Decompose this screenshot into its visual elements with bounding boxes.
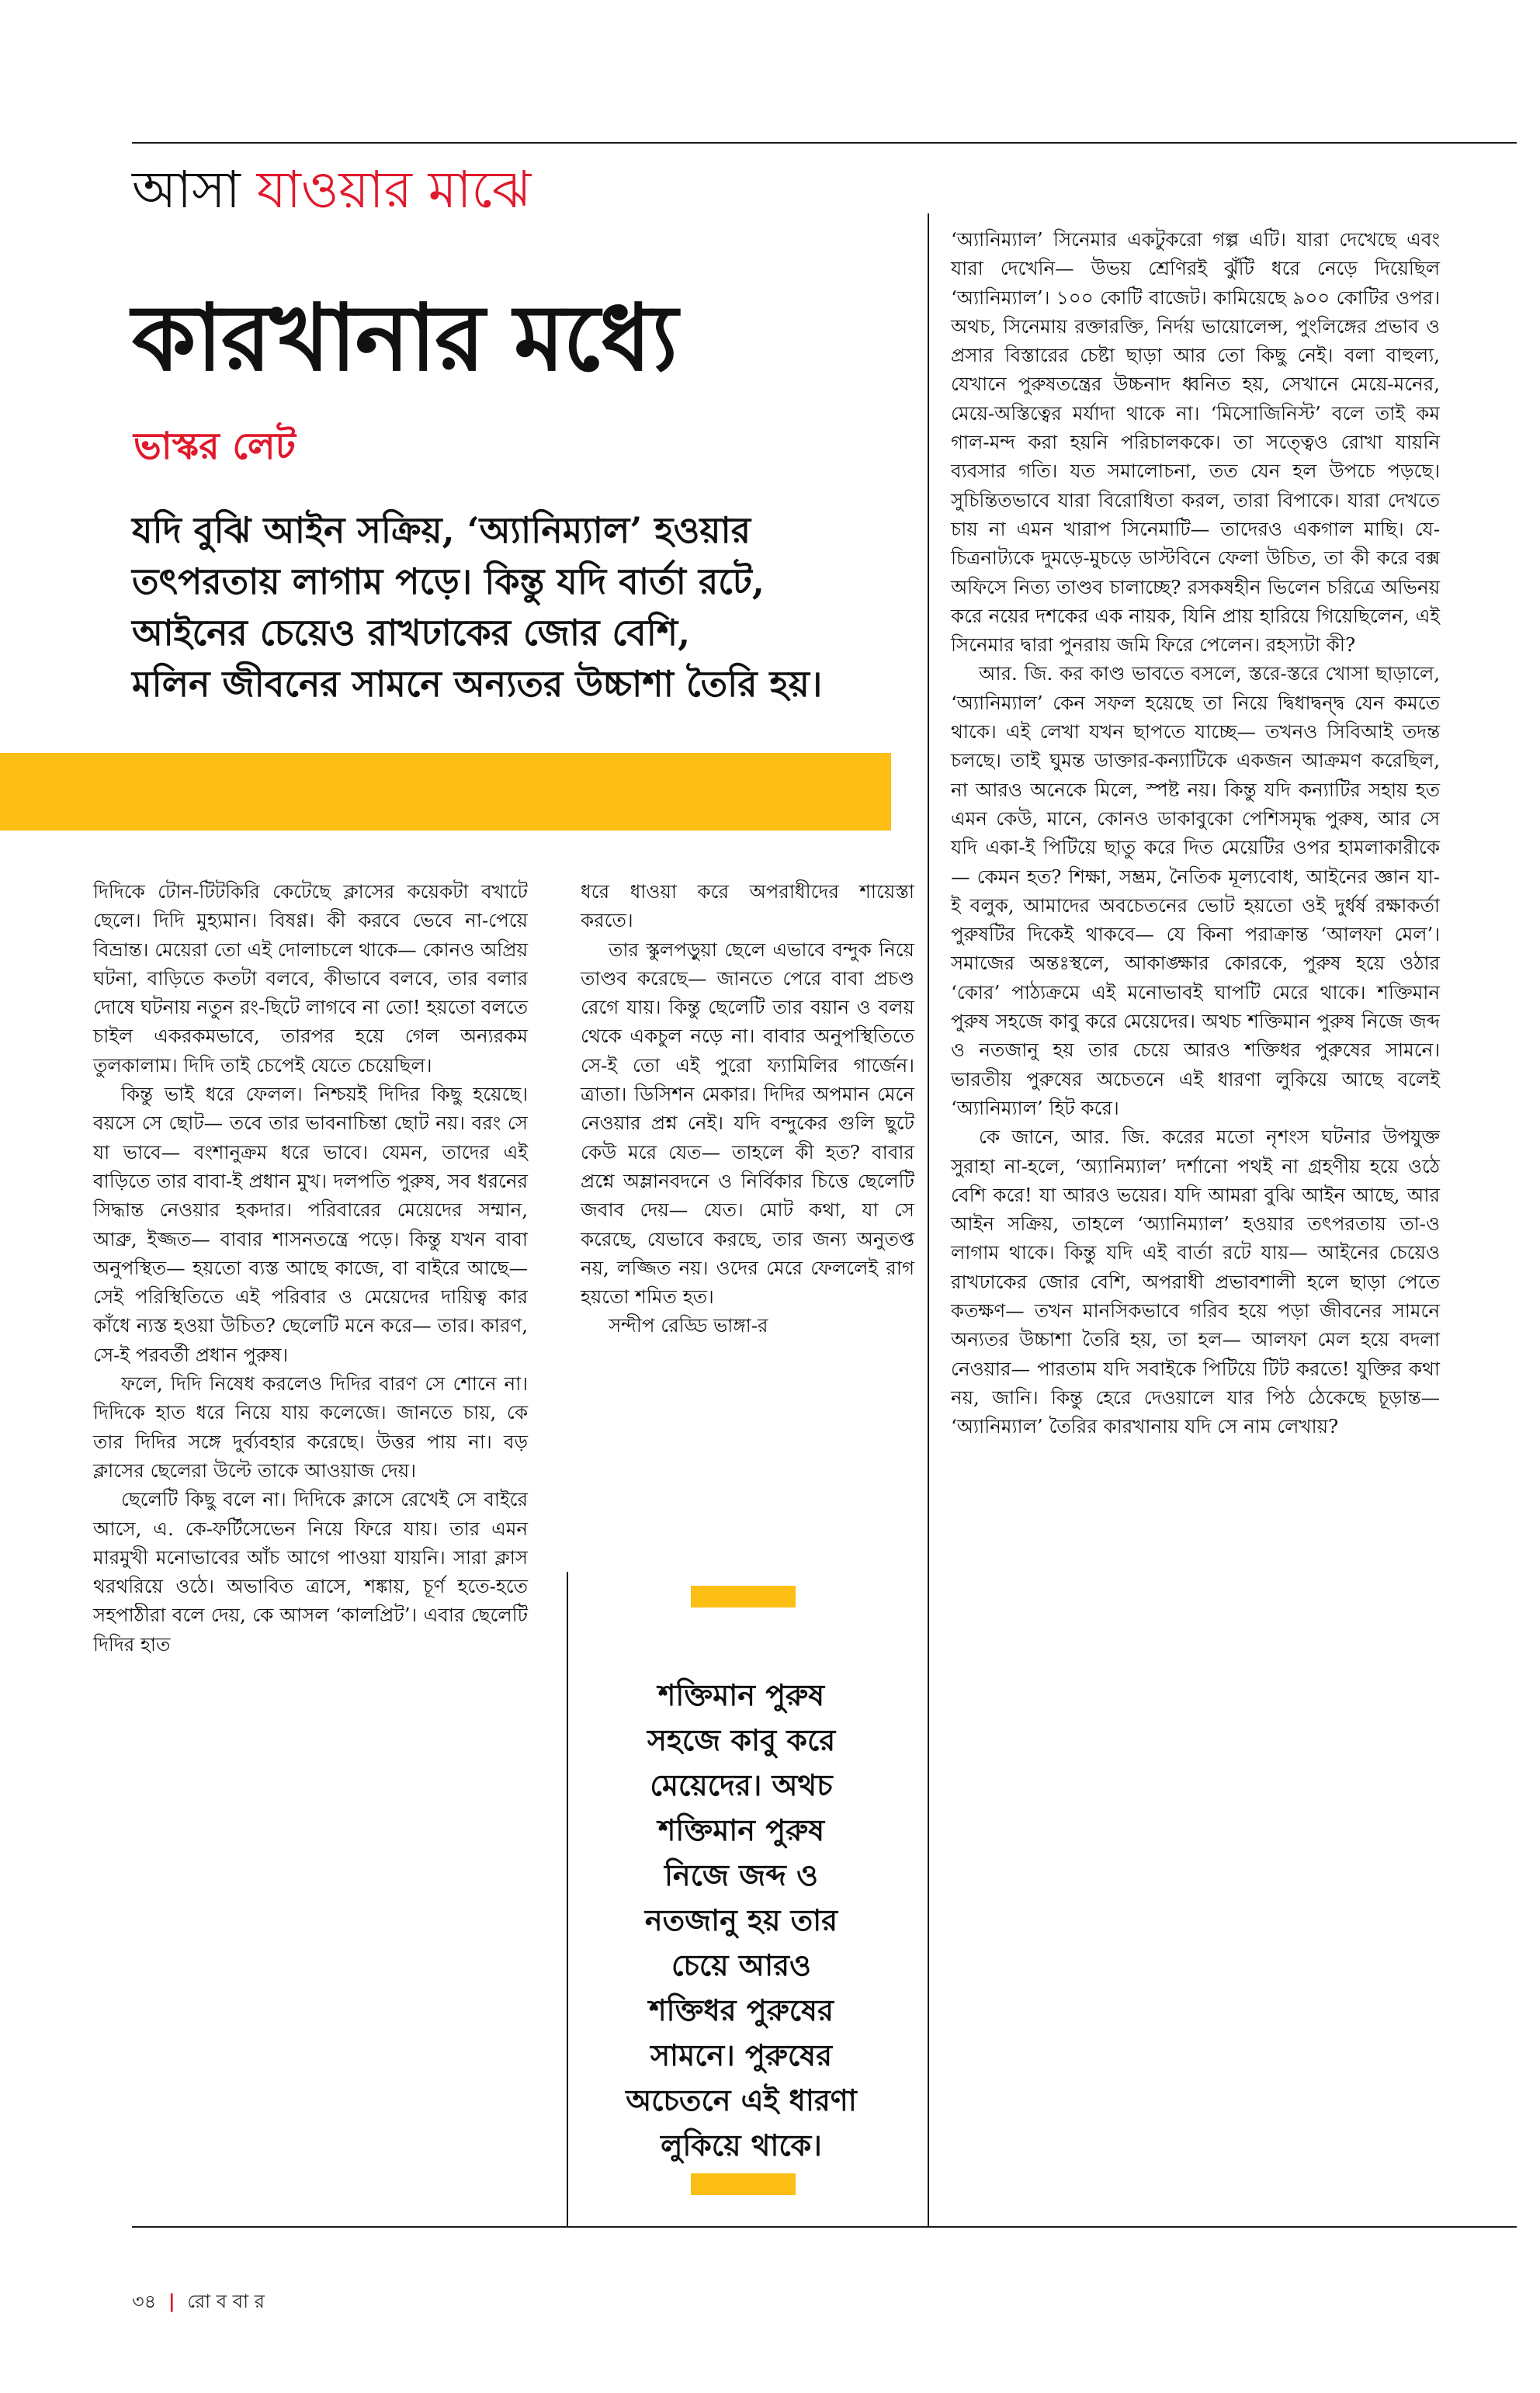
body-paragraph: কিন্তু ভাই ধরে ফেলল। নিশ্চয়ই দিদির কিছু হয়েছে। বয়সে সে ছোট— তবে তার ভাবনাচিন্তা ছোট নয়। বরং সে যা ভাবে— বংশানুক্রম ধরে ভাবে। যেমন, তাদের এই বাড়িতে তার বাবা-ই প্রধান মুখ। দলপতি পুরুষ, সব ধরনের সিদ্ধান্ত নেওয়ার হকদার। পরিবারের মেয়েদের সম্মান, আব্রু, ইজ্জত— বাবার শাসনতন্ত্রে পড়ে। কিন্তু যখন বাবা অনুপস্থিত— হয়তো ব্যস্ত আছে কাজে, বা বাইরে আছে— সেই পরিস্থিতিতে এই পরিবার ও মেয়েদের দায়িত্ব কার কাঁধে ন্যস্ত হওয়া উচিত? ছেলেটি মনে করে— তার। কারণ, সে-ই পরবর্তী প্রধান পুরুষ।	[93, 1083, 528, 1366]
body-column-middle	[581, 877, 914, 1340]
pull-quote-line: শক্তিমান পুরুষ	[657, 1677, 825, 1712]
pull-quote-top-mark	[691, 1586, 796, 1607]
pull-quote-line: চেয়ে আরও	[671, 1947, 811, 1982]
body-paragraph: আর. জি. কর কাণ্ড ভাবতে বসলে, স্তরে-স্তরে খোসা ছাড়ালে, ‘অ্যানিম্যাল’ কেন সফল হয়েছে তা নিয়ে দ্বিধাদ্বন্দ্ব যেন কমতে থাকে। এই লেখা যখন ছাপতে যাচ্ছে— তখনও সিবিআই তদন্ত চলছে। তাই ঘুমন্ত ডাক্তার-কন্যাটিকে একজন আক্রমণ করেছিল, না আরও অনেকে মিলে, স্পষ্ট নয়। কিন্তু যদি কন্যাটির সহায় হত এমন কেউ, মানে, কোনও ডাকাবুকো পেশিসমৃদ্ধ পুরুষ, আর সে যদি একা-ই পিটিয়ে ছাতু করে দিত মেয়েটির ওপর হামলাকারীকে— কেমন হত? শিক্ষা, সম্ভ্রম, নৈতিক মূল্যবোধ, আইনের জ্ঞান যা-ই বলুক, আমাদের অবচেতনের ভোট হয়তো ওই দুর্ধর্ষ রক্ষাকর্তা পুরুষটির দিকেই থাকবে— যে কিনা পরাক্রান্ত ‘আলফা মেল’। সমাজের অন্তঃস্থলে, আকাঙ্ক্ষার কোরকে, পুরুষ হয়ে ওঠার ‘কোর’ পাঠ্যক্রমে এই মনোভাবই ঘাপটি মেরে থাকে। শক্তিমান পুরুষ সহজে কাবু করে মেয়েদের। অথচ শক্তিমান পুরুষ নিজে জব্দ ও নতজানু হয় তার চেয়ে আরও শক্তিধর পুরুষের সামনে। ভারতীয় পুরুষের অচেতনে এই ধারণা লুকিয়ে আছে বলেই ‘অ্যানিম্যাল’ হিট করে।	[951, 662, 1440, 1119]
page-number: ৩৪	[132, 2291, 157, 2312]
section-label	[132, 159, 531, 221]
pull-quote-line: শক্তিমান পুরুষ	[657, 1812, 825, 1847]
lede	[132, 505, 908, 709]
body-paragraph: সন্দীপ রেড্ডি ভাঙ্গা-র	[609, 1314, 768, 1337]
pull-quote-line: শক্তিধর পুরুষের	[649, 1992, 834, 2027]
body-paragraph: কে জানে, আর. জি. করের মতো নৃশংস ঘটনার উপযুক্ত সুরাহা না-হলে, ‘অ্যানিম্যাল’ দর্শানো পথই না গ্রহণীয় হয়ে ওঠে বেশি করে! যা আরও ভয়ের। যদি আমরা বুঝি আইন আছে, আর আইন সক্রিয়, তাহলে ‘অ্যানিম্যাল’ হওয়ার তৎপরতায় তা-ও লাগাম থাকে। কিন্তু যদি এই বার্তা রটে যায়— আইনের চেয়েও রাখঢাকের জোর বেশি, অপরাধী প্রভাবশালী হলে ছাড়া পেতে কতক্ষণ— তখন মানসিকভাবে গরিব হয়ে পড়া জীবনের সামনে অন্যতর উচ্চাশা তৈরি হয়, তা হল— আলফা মেল হয়ে বদলা নেওয়ার— পারতাম যদি সবাইকে পিটিয়ে টিট করতে! যুক্তির কথা নয়, জানি। কিন্তু হেরে দেওয়ালে যার পিঠ ঠেকেছে চূড়ান্ত— ‘অ্যানিম্যাল’ তৈরির কারখানায় যদি সে নাম লেখায়?	[951, 1125, 1440, 1438]
pull-quote-line: সহজে কাবু করে	[647, 1722, 836, 1757]
column-rule-1	[928, 213, 929, 2228]
yellow-band	[0, 753, 891, 831]
pull-quote-bottom-mark	[691, 2173, 796, 2195]
pull-quote	[586, 1673, 897, 2168]
pull-quote-line: সামনে। পুরুষের	[650, 2038, 833, 2072]
article-title: কারখানার মধ্যে	[132, 283, 677, 391]
section-label-prefix: আসা	[132, 160, 241, 220]
pull-quote-box	[578, 1572, 904, 2201]
body-column-left	[93, 877, 528, 1659]
body-paragraph: দিদিকে টোন-টিটকিরি কেটেছে ক্লাসের কয়েকটা বখাটে ছেলে। দিদি মুহ্যমান। বিষণ্ণ। কী করবে ভেবে না-পেয়ে বিভ্রান্ত। মেয়েরা তো এই দোলাচলে থাকে— কোনও অপ্রিয় ঘটনা, বাড়িতে কতটা বলবে, কীভাবে বলবে, তার বলার দোষে ঘটনায় নতুন রং-ছিটে লাগবে না তো! হয়তো বলতে চাইল একরকমভাবে, তারপর হয়ে গেল অন্যরকম তুলকালাম। দিদি তাই চেপেই যেতে চেয়েছিল।	[93, 880, 528, 1077]
folio	[132, 2290, 265, 2313]
lede-line: মলিন জীবনের সামনে অন্যতর উচ্চাশা তৈরি হয়।	[132, 663, 823, 705]
top-rule	[132, 142, 1517, 144]
pull-quote-line: লুকিয়ে থাকে।	[661, 2128, 822, 2162]
pull-quote-line: নতজানু হয় তার	[644, 1902, 838, 1937]
body-paragraph: ছেলেটি কিছু বলে না। দিদিকে ক্লাসে রেখেই সে বাইরে আসে, এ. কে-ফর্টিসেভেন নিয়ে ফিরে যায়। তার এমন মারমুখী মনোভাবের আঁচ আগে পাওয়া যায়নি। সারা ক্লাস থরথরিয়ে ওঠে। অভাবিত ত্রাসে, শঙ্কায়, চূর্ণ হতে-হতে সহপাঠীরা বলে দেয়, কে আসল ‘কালপ্রিট’। এবার ছেলেটি দিদির হাত	[93, 1488, 528, 1656]
pull-quote-line: অচেতনে এই ধারণা	[626, 2083, 857, 2117]
lede-line: আইনের চেয়েও রাখঢাকের জোর বেশি,	[132, 612, 691, 654]
body-paragraph: ধরে ধাওয়া করে অপরাধীদের শায়েস্তা করতে।	[581, 880, 914, 932]
section-label-accent: যাওয়ার মাঝে	[256, 160, 532, 220]
body-paragraph: ‘অ্যানিম্যাল’ সিনেমার একটুকরো গল্প এটি। যারা দেখেছে এবং যারা দেখেনি— উভয় শ্রেণিরই ঝুঁটি ধরে নেড়ে দিয়েছিল ‘অ্যানিম্যাল’। ১০০ কোটি বাজেট। কামিয়েছে ৯০০ কোটির ওপর। অথচ, সিনেমায় রক্তারক্তি, নির্দয় ভায়োলেন্স, পুংলিঙ্গের প্রভাব ও প্রসার বিস্তারের চেষ্টা ছাড়া আর তো কিছু নেই। বলা বাহুল্য, যেখানে পুরুষতন্ত্রের উচ্চনাদ ধ্বনিত হয়, সেখানে মেয়ে-মনের, মেয়ে-অস্তিত্বের মর্যাদা থাকে না। ‘মিসোজিনিস্ট’ বলে তাই কম গাল-মন্দ করা হয়নি পরিচালককে। তা সত্ত্বেও রোখা যায়নি ব্যবসার গতি। যত সমালোচনা, তত যেন হল উপচে পড়ছে। সুচিন্তিতভাবে যারা বিরোধিতা করল, তারা বিপাকে। যারা দেখতে চায় না এমন খারাপ সিনেমাটি— তাদেরও একগাল মাছি। যে-চিত্রনাট্যকে দুমড়ে-মুচড়ে ডাস্টবিনে ফেলা উচিত, তা কী করে বক্স অফিসে নিত্য তাণ্ডব চালাচ্ছে? রসকষহীন ভিলেন চরিত্রে অভিনয় করে নয়ের দশকের এক নায়ক, যিনি প্রায় হারিয়ে গিয়েছিলেন, এই সিনেমার দ্বারা পুনরায় জমি ফিরে পেলেন। রহস্যটা কী?	[951, 228, 1440, 657]
magazine-name: রো ব বা র	[187, 2291, 265, 2312]
folio-separator: |	[168, 2291, 175, 2312]
byline: ভাস্কর লেট	[134, 425, 296, 468]
lede-line: যদি বুঝি আইন সক্রিয়, ‘অ্যানিম্যাল’ হওয়ার	[132, 509, 751, 551]
bottom-rule	[132, 2226, 1517, 2228]
body-paragraph: তার স্কুলপড়ুয়া ছেলে এভাবে বন্দুক নিয়ে তাণ্ডব করেছে— জানতে পেরে বাবা প্রচণ্ড রেগে যায়। কিন্তু ছেলেটি তার বয়ান ও বলয় থেকে একচুল নড়ে না। বাবার অনুপস্থিতিতে সে-ই তো এই পুরো ফ্যামিলির গার্জেন। ত্রাতা। ডিসিশন মেকার। দিদির অপমান মেনে নেওয়ার প্রশ্ন নেই। যদি বন্দুকের গুলি ছুটে কেউ মরে যেত— তাহলে কী হত? বাবার প্রশ্নে অম্লানবদনে ও নির্বিকার চিত্তে ছেলেটি জবাব দেয়— যেত। মোট কথা, যা সে করেছে, যেভাবে করছে, তার জন্য অনুতপ্ত নয়, লজ্জিত নয়। ওদের মেরে ফেললেই রাগ হয়তো শমিত হত।	[581, 938, 914, 1309]
column-rule-2	[567, 1572, 568, 2228]
lede-line: তৎপরতায় লাগাম পড়ে। কিন্তু যদি বার্তা রটে,	[132, 560, 765, 602]
body-column-right	[951, 225, 1440, 1441]
pull-quote-line: নিজে জব্দ ও	[664, 1857, 818, 1892]
pull-quote-line: মেয়েদের। অথচ	[650, 1767, 833, 1802]
body-paragraph: ফলে, দিদি নিষেধ করলেও দিদির বারণ সে শোনে না। দিদিকে হাত ধরে নিয়ে যায় কলেজে। জানতে চায়, কে তার দিদির সঙ্গে দুর্ব্যবহার করেছে। উত্তর পায় না। বড় ক্লাসের ছেলেরা উল্টে তাকে আওয়াজ দেয়।	[93, 1372, 528, 1482]
